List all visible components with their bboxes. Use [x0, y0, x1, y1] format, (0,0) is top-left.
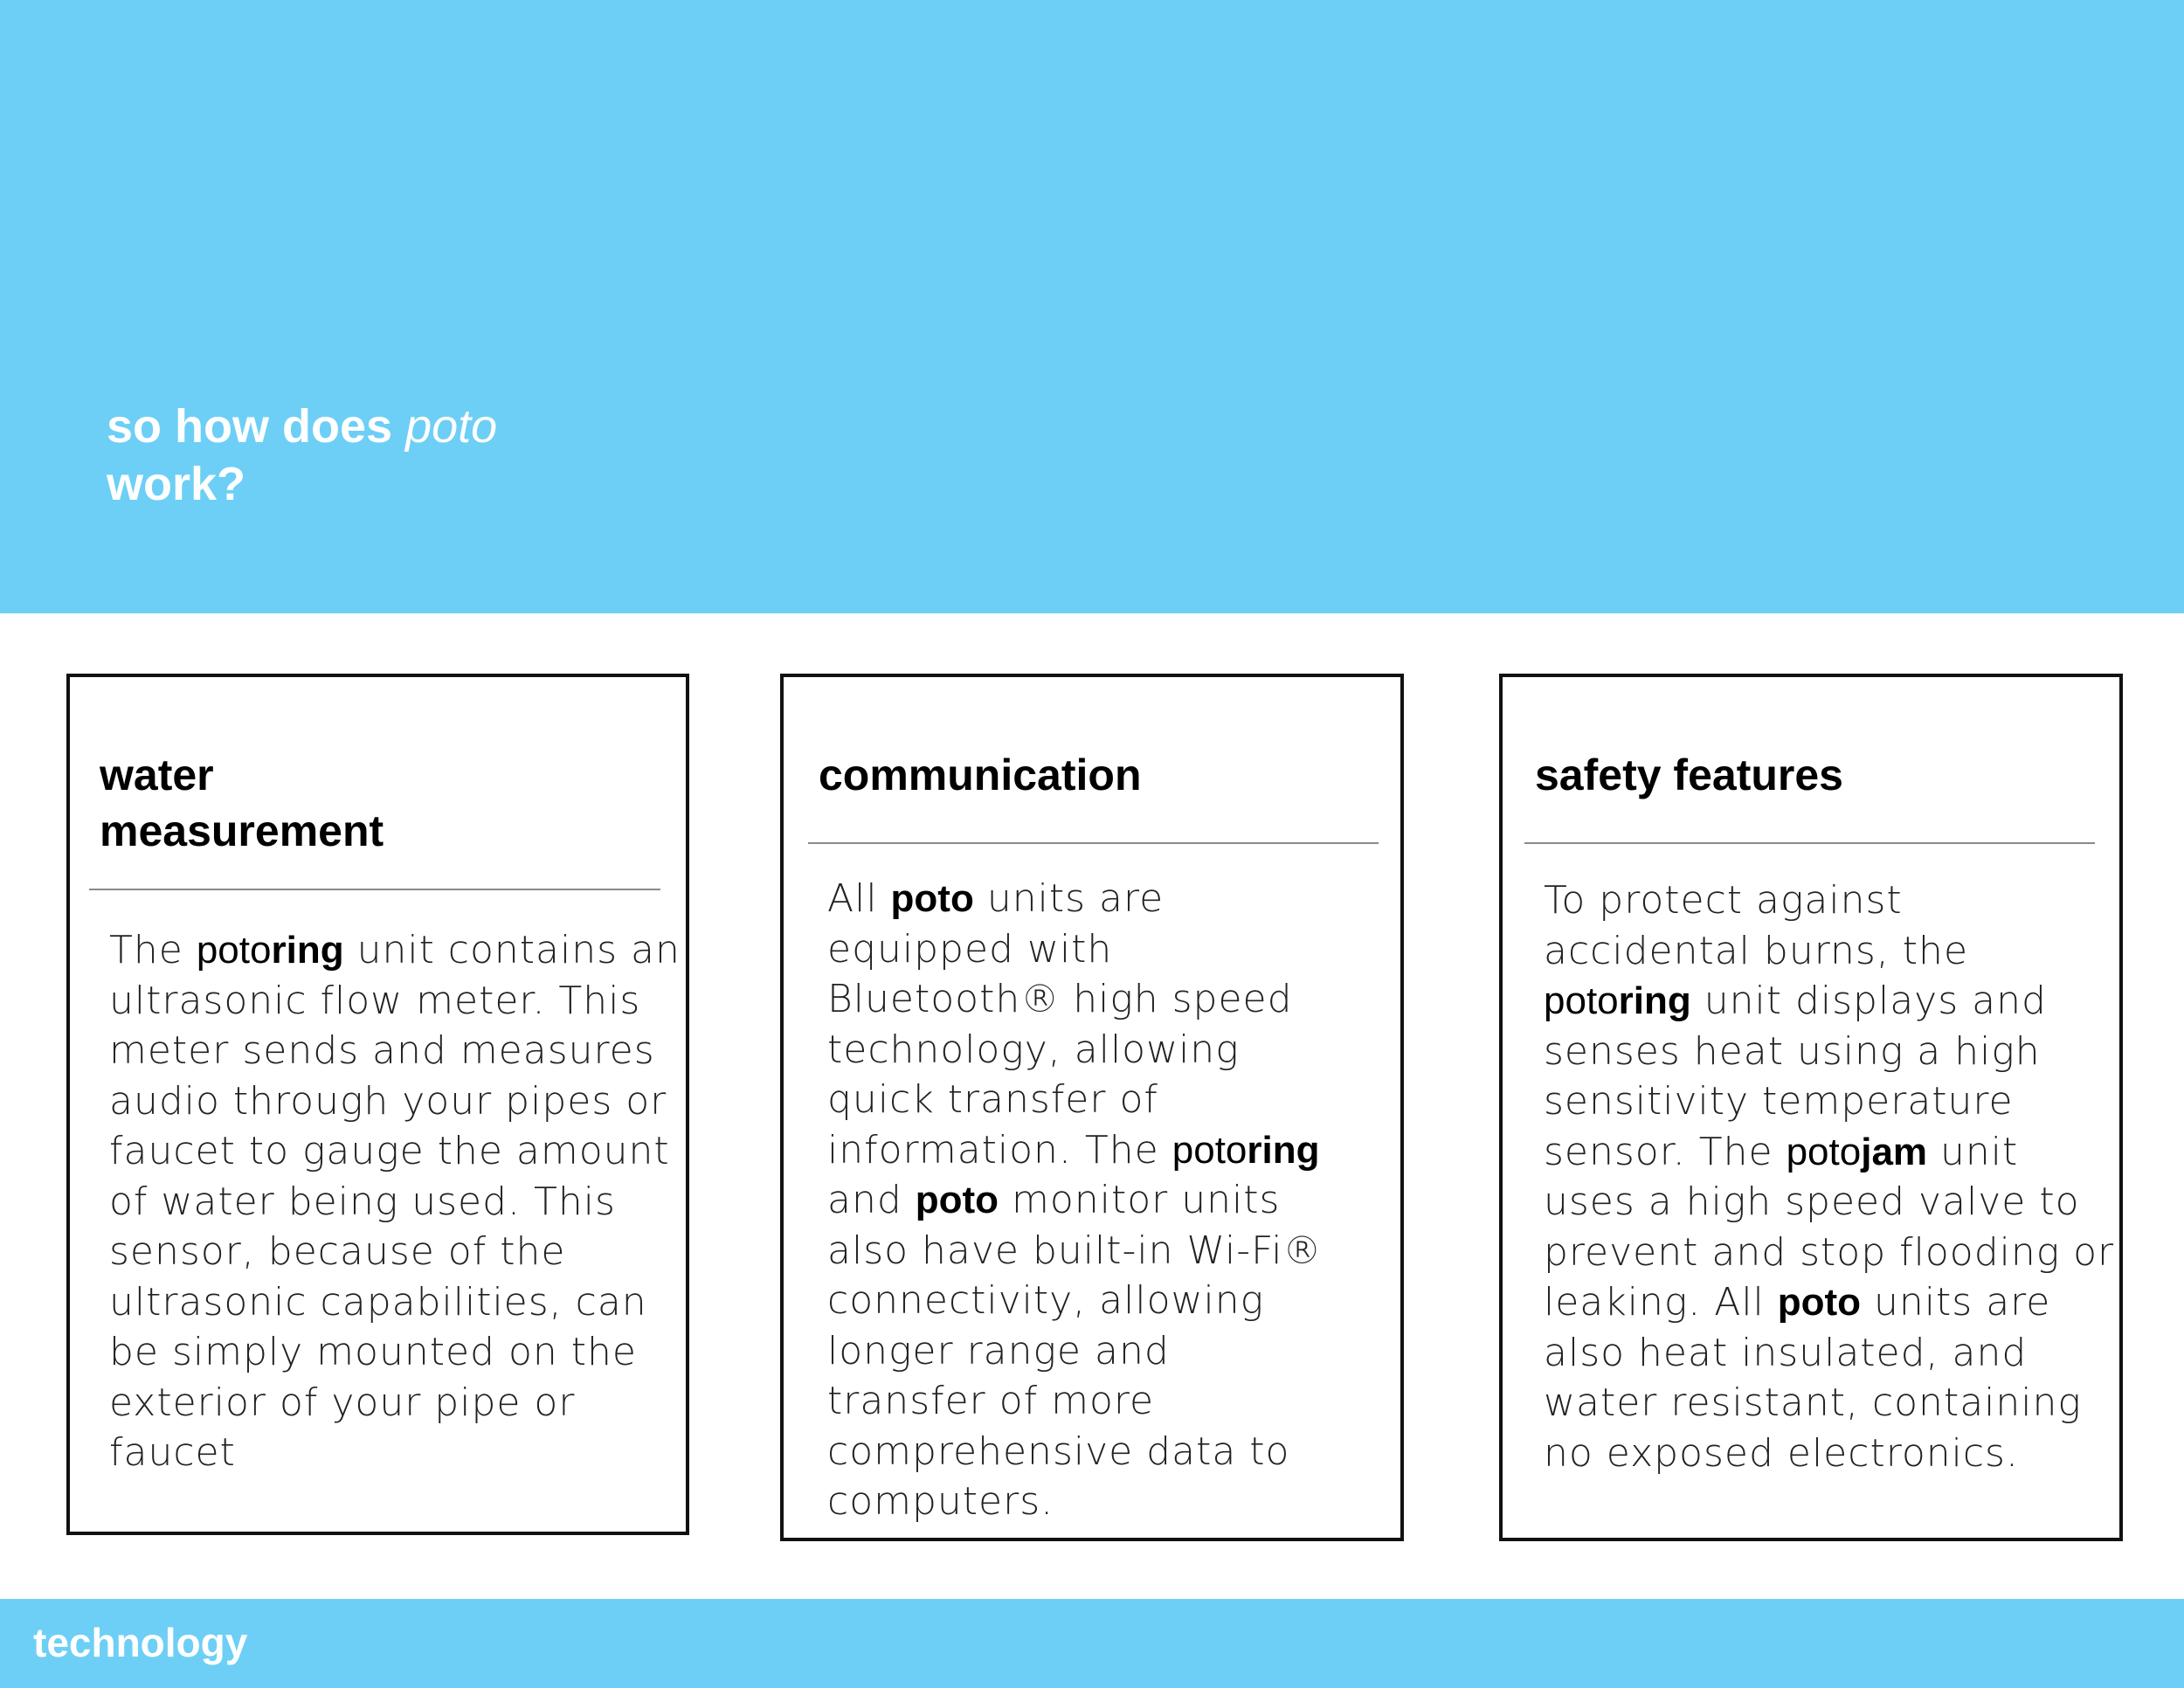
card-title — [100, 747, 384, 859]
body-brand: poto — [1786, 1130, 1862, 1173]
card-water-measurement — [66, 674, 689, 1535]
card-body — [1544, 875, 2120, 1478]
body-emphasis: ring — [1618, 979, 1691, 1022]
body-emphasis: ring — [1247, 1128, 1320, 1172]
card-body — [109, 925, 690, 1478]
body-brand: poto — [1544, 979, 1619, 1022]
body-emphasis: poto — [1777, 1281, 1862, 1324]
body-text: units are equipped with Bluetooth® high speed technology, allowing quick transfer of information. The — [827, 876, 1293, 1173]
card-divider — [89, 889, 660, 890]
body-text: To protect against accidental burns, the — [1544, 878, 1969, 973]
body-text: units are also heat insulated, and water resistant, containing no exposed electronics. — [1544, 1280, 2082, 1476]
body-text: All — [827, 876, 891, 921]
body-brand: poto — [196, 929, 272, 972]
card-communication — [780, 674, 1404, 1541]
card-divider — [808, 842, 1379, 844]
card-safety-features — [1499, 674, 2123, 1541]
page-title — [107, 398, 497, 513]
card-title-line-1: water — [100, 751, 214, 799]
body-emphasis: poto — [890, 877, 974, 920]
card-title — [819, 747, 1141, 803]
body-text: and — [827, 1178, 916, 1222]
body-text: The — [109, 928, 197, 972]
body-brand: poto — [1171, 1128, 1248, 1172]
card-title — [1535, 747, 1843, 803]
card-divider — [1524, 842, 2095, 844]
card-title-line-1: safety features — [1535, 751, 1843, 799]
section-label: technology — [33, 1620, 248, 1665]
footer-bar — [0, 1599, 2184, 1688]
body-text: unit uses a high speed valve to prevent and stop flooding or leaking. All — [1544, 1129, 2115, 1325]
title-bold-text: so how does — [107, 400, 393, 453]
body-emphasis: poto — [915, 1179, 999, 1221]
body-text: unit contains an ultrasonic flow meter. This meter sends and measures audio through your pipes or faucet to gauge the amount of water being used. This sensor, because of the ultrasonic capabilities, can be simply mounted on the exterior of your pipe or faucet — [109, 928, 681, 1475]
body-text: monitor units also have built-in Wi-Fi® connectivity, allowing longer range and transfer of more comprehensive data to computers. — [827, 1178, 1323, 1524]
card-title-line-2: measurement — [100, 806, 384, 855]
card-body — [827, 874, 1334, 1527]
body-emphasis: ring — [271, 929, 344, 972]
title-brand-text: poto — [405, 400, 498, 453]
title-line-2: work? — [107, 458, 246, 510]
body-emphasis: jam — [1861, 1130, 1928, 1173]
header-banner — [0, 0, 2184, 613]
card-title-line-1: communication — [819, 751, 1142, 799]
body-text: unit displays and senses heat using a high sensitivity temperature sensor. The — [1544, 979, 2047, 1174]
